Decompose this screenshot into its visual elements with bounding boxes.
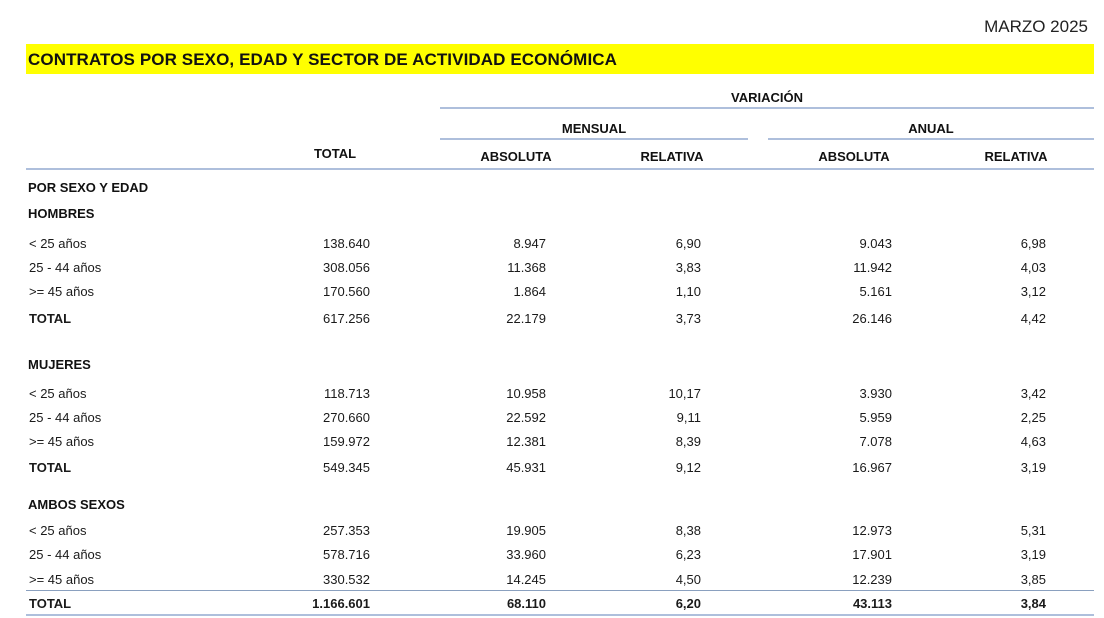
cell-anual-absoluta: 5.959 xyxy=(859,410,892,425)
row-label: < 25 años xyxy=(29,386,87,401)
cell-mensual-relativa: 1,10 xyxy=(675,284,701,299)
row-label: >= 45 años xyxy=(29,434,95,449)
cell-mensual-absoluta: 11.368 xyxy=(507,260,546,275)
cell-anual-absoluta: 26.146 xyxy=(852,311,892,326)
rule-variacion xyxy=(440,107,1094,109)
cell-mensual-absoluta: 19.905 xyxy=(506,523,546,538)
cell-mensual-absoluta: 22.179 xyxy=(506,311,546,326)
header-anual-relativa: RELATIVA xyxy=(984,149,1048,164)
table-row-total xyxy=(0,460,1104,480)
cell-total: 257.353 xyxy=(323,523,370,538)
rule-anual xyxy=(768,138,1094,140)
cell-anual-relativa: 3,42 xyxy=(1020,386,1046,401)
table-row xyxy=(0,260,1104,280)
cell-anual-absoluta: 12.973 xyxy=(852,523,892,538)
cell-mensual-relativa: 6,23 xyxy=(675,547,701,562)
cell-mensual-relativa: 3,73 xyxy=(675,311,701,326)
cell-total: 578.716 xyxy=(323,547,370,562)
row-label: >= 45 años xyxy=(29,284,95,299)
header-anual: ANUAL xyxy=(908,121,954,136)
row-label: 25 - 44 años xyxy=(29,410,102,425)
rule-grand-total-top xyxy=(26,590,1094,591)
table-row xyxy=(0,236,1104,256)
cell-anual-absoluta: 9.043 xyxy=(859,236,892,251)
cell-mensual-absoluta: 33.960 xyxy=(506,547,546,562)
cell-anual-relativa: 6,98 xyxy=(1020,236,1046,251)
table-row xyxy=(0,547,1104,567)
group-label-hombres: HOMBRES xyxy=(28,206,95,221)
row-label: TOTAL xyxy=(29,596,72,611)
cell-total: 617.256 xyxy=(323,311,370,326)
row-label: TOTAL xyxy=(29,460,72,475)
cell-anual-absoluta: 7.078 xyxy=(859,434,892,449)
cell-anual-relativa: 3,12 xyxy=(1020,284,1046,299)
cell-mensual-relativa: 3,83 xyxy=(675,260,701,275)
cell-mensual-absoluta: 10.958 xyxy=(506,386,546,401)
row-label: >= 45 años xyxy=(29,572,95,587)
group-label-ambos-sexos: AMBOS SEXOS xyxy=(28,497,125,512)
rule-header-bottom xyxy=(26,168,1094,170)
cell-mensual-absoluta: 12.381 xyxy=(506,434,546,449)
group-label-mujeres: MUJERES xyxy=(28,357,91,372)
table-row-grand-total xyxy=(0,596,1104,616)
cell-mensual-absoluta: 45.931 xyxy=(506,460,546,475)
cell-mensual-relativa: 6,90 xyxy=(675,236,701,251)
cell-mensual-absoluta: 68.110 xyxy=(506,596,546,611)
cell-anual-absoluta: 11.942 xyxy=(853,260,892,275)
title-banner xyxy=(26,44,1094,74)
cell-anual-absoluta: 5.161 xyxy=(859,284,892,299)
cell-mensual-relativa: 10,17 xyxy=(668,386,701,401)
cell-anual-absoluta: 43.113 xyxy=(852,596,892,611)
cell-anual-relativa: 5,31 xyxy=(1020,523,1046,538)
cell-mensual-absoluta: 8.947 xyxy=(513,236,546,251)
table-row xyxy=(0,410,1104,430)
section-title: POR SEXO Y EDAD xyxy=(28,180,149,195)
rule-grand-total-bottom xyxy=(26,614,1094,616)
row-label: 25 - 44 años xyxy=(29,260,102,275)
row-label: < 25 años xyxy=(29,236,87,251)
report-date: MARZO 2025 xyxy=(984,17,1088,36)
cell-anual-relativa: 3,84 xyxy=(1020,596,1046,611)
cell-mensual-absoluta: 22.592 xyxy=(506,410,546,425)
cell-total: 549.345 xyxy=(323,460,370,475)
row-label: < 25 años xyxy=(29,523,87,538)
table-row xyxy=(0,434,1104,454)
cell-mensual-absoluta: 14.245 xyxy=(506,572,546,587)
cell-total: 138.640 xyxy=(323,236,370,251)
cell-anual-relativa: 4,03 xyxy=(1020,260,1046,275)
header-mensual-absoluta: ABSOLUTA xyxy=(480,149,552,164)
cell-mensual-relativa: 6,20 xyxy=(675,596,701,611)
report-title: CONTRATOS POR SEXO, EDAD Y SECTOR DE ACTIVIDAD ECONÓMICA xyxy=(28,50,618,69)
cell-total: 330.532 xyxy=(323,572,370,587)
cell-anual-absoluta: 3.930 xyxy=(859,386,892,401)
cell-anual-relativa: 2,25 xyxy=(1020,410,1046,425)
cell-mensual-relativa: 8,38 xyxy=(675,523,701,538)
header-mensual: MENSUAL xyxy=(561,121,627,136)
cell-total: 170.560 xyxy=(323,284,370,299)
cell-total: 159.972 xyxy=(323,434,370,449)
header-variacion: VARIACIÓN xyxy=(731,90,803,105)
cell-total: 308.056 xyxy=(323,260,370,275)
cell-mensual-absoluta: 1.864 xyxy=(513,284,546,299)
cell-anual-relativa: 4,63 xyxy=(1020,434,1046,449)
cell-anual-relativa: 3,19 xyxy=(1020,460,1046,475)
cell-anual-absoluta: 12.239 xyxy=(852,572,892,587)
header-mensual-relativa: RELATIVA xyxy=(640,149,704,164)
cell-total: 1.166.601 xyxy=(312,596,370,611)
cell-anual-absoluta: 16.967 xyxy=(852,460,892,475)
cell-mensual-relativa: 9,12 xyxy=(675,460,701,475)
table-row xyxy=(0,284,1104,304)
table-row xyxy=(0,572,1104,592)
cell-anual-relativa: 3,85 xyxy=(1020,572,1046,587)
cell-anual-relativa: 3,19 xyxy=(1020,547,1046,562)
table-row xyxy=(0,523,1104,543)
cell-mensual-relativa: 8,39 xyxy=(675,434,701,449)
rule-mensual xyxy=(440,138,748,140)
header-total: TOTAL xyxy=(313,146,357,161)
row-label: TOTAL xyxy=(29,311,72,326)
row-label: 25 - 44 años xyxy=(29,547,102,562)
cell-mensual-relativa: 4,50 xyxy=(675,572,701,587)
header-anual-absoluta: ABSOLUTA xyxy=(818,149,890,164)
table-row-total xyxy=(0,311,1104,331)
cell-total: 118.713 xyxy=(323,386,370,401)
cell-anual-absoluta: 17.901 xyxy=(852,547,892,562)
cell-mensual-relativa: 9,11 xyxy=(676,410,701,425)
table-row xyxy=(0,386,1104,406)
cell-total: 270.660 xyxy=(323,410,370,425)
cell-anual-relativa: 4,42 xyxy=(1020,311,1046,326)
